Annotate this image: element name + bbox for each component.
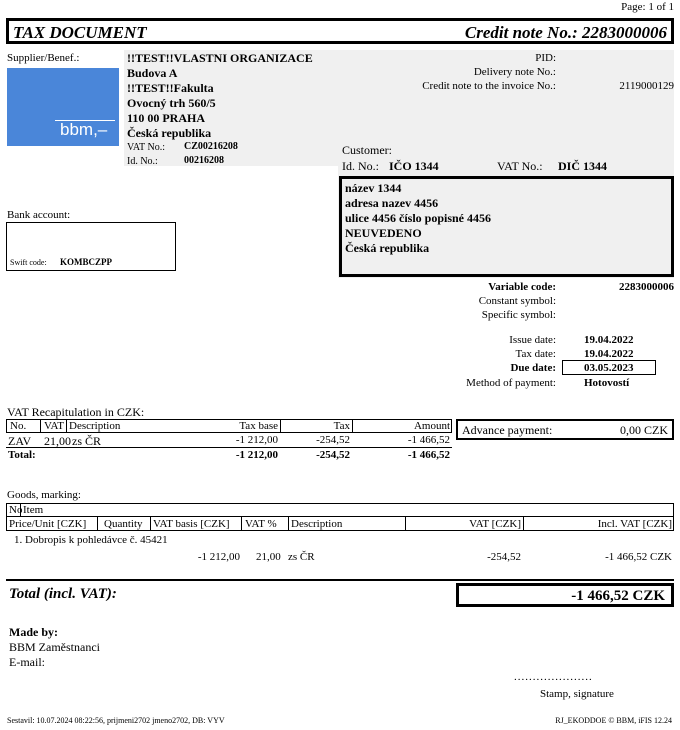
made-by-label: Made by: <box>9 625 58 639</box>
goods-item-vat-pct: 21,00 <box>256 551 281 563</box>
goods-item-vat: -254,52 <box>487 551 521 563</box>
vat-col-amount: Amount <box>413 420 450 432</box>
vat-row-rate: 21,00 <box>44 434 71 448</box>
vat-col-tax-base: Tax base <box>239 420 278 432</box>
vat-total-base: -1 212,00 <box>235 449 278 461</box>
goods-col-no: No <box>9 504 23 516</box>
vat-col-vat: VAT <box>44 420 64 432</box>
document-title: TAX DOCUMENT <box>13 23 147 42</box>
goods-col-description: Description <box>291 518 343 530</box>
vat-col-description: Description <box>69 420 121 432</box>
delivery-note-label: Delivery note No.: <box>473 66 556 78</box>
advance-payment-box: Advance payment: 0,00 CZK <box>456 419 674 440</box>
supplier-vat-label: VAT No.: <box>127 142 165 153</box>
goods-col-vat-pct: VAT % <box>245 518 277 530</box>
document-header <box>6 18 674 44</box>
goods-col-quantity: Quantity <box>104 518 143 530</box>
total-label: Total (incl. VAT): <box>9 586 117 602</box>
vat-row-base: -1 212,00 <box>235 434 278 446</box>
customer-id-label: Id. No.: <box>342 159 379 173</box>
vat-row-amount: -1 466,52 <box>407 434 450 446</box>
vat-total-label: Total: <box>8 449 36 461</box>
pid-label: PID: <box>535 52 556 64</box>
page-number: Page: 1 of 1 <box>621 1 674 13</box>
vat-row-code: ZAV <box>8 434 32 448</box>
payment-method-label: Method of payment: <box>466 377 556 389</box>
goods-col-vat-basis: VAT basis [CZK] <box>153 518 230 530</box>
goods-col-vat: VAT [CZK] <box>469 518 521 530</box>
vat-col-tax: Tax <box>333 420 350 432</box>
vat-row-desc: zs ČR <box>72 434 102 448</box>
vat-total-tax: -254,52 <box>316 449 350 461</box>
supplier-address: !!TEST!!VLASTNI ORGANIZACE Budova A !!TEST!!Fakulta Ovocný trh 560/5 110 00 PRAHA Česká republika <box>127 51 313 140</box>
made-by-email-label: E-mail: <box>9 655 45 669</box>
invoice-ref-value: 2119000129 <box>619 80 674 92</box>
goods-item-line: 1. Dobropis k pohledávce č. 45421 <box>14 534 168 546</box>
constant-symbol-label: Constant symbol: <box>478 295 556 307</box>
invoice-ref-label: Credit note to the invoice No.: <box>422 80 556 92</box>
goods-header-row1 <box>6 503 674 517</box>
customer-address-box: název 1344 adresa nazev 4456 ulice 4456 číslo popisné 4456 NEUVEDENO Česká republika <box>339 176 674 277</box>
due-date-label: Due date: <box>510 362 556 374</box>
tax-date-label: Tax date: <box>515 348 556 360</box>
supplier-id-label: Id. No.: <box>127 156 158 167</box>
variable-code-label: Variable code: <box>488 281 556 293</box>
footer-right: RJ_EKODDOE © BBM, iFIS 12.24 <box>555 716 672 725</box>
credit-note-number: Credit note No.: 2283000006 <box>464 23 667 42</box>
issue-date-label: Issue date: <box>509 334 556 346</box>
variable-code-value: 2283000006 <box>619 281 674 293</box>
goods-item-vat-basis: -1 212,00 <box>197 551 240 563</box>
supplier-id-value: 00216208 <box>184 155 224 166</box>
total-value: -1 466,52 CZK <box>571 588 665 604</box>
goods-item-description: zs ČR <box>288 551 315 563</box>
footer-left: Sestavil: 10.07.2024 08:22:56, prijmeni2702 jmeno2702, DB: VYV <box>7 716 225 725</box>
goods-title: Goods, marking: <box>7 489 81 501</box>
issue-date-value: 19.04.2022 <box>584 334 634 346</box>
payment-method-value: Hotovostí <box>584 377 630 389</box>
customer-label: Customer: <box>342 143 392 157</box>
total-value-box <box>456 583 674 607</box>
supplier-label: Supplier/Benef.: <box>7 52 80 64</box>
customer-vat-value: DIČ 1344 <box>558 159 608 173</box>
total-divider <box>6 579 674 581</box>
goods-col-price: Price/Unit [CZK] <box>9 518 87 530</box>
goods-col-incl-vat: Incl. VAT [CZK] <box>597 518 672 530</box>
company-logo: bbm,– <box>7 68 119 146</box>
tax-date-value: 19.04.2022 <box>584 348 634 360</box>
customer-vat-label: VAT No.: <box>497 159 543 173</box>
made-by-name: BBM Zaměstnanci <box>9 640 100 654</box>
signature-line: ..................... <box>514 671 593 683</box>
bank-account-label: Bank account: <box>7 209 71 221</box>
supplier-vat-value: CZ00216208 <box>184 141 238 152</box>
vat-row-tax: -254,52 <box>316 434 350 446</box>
specific-symbol-label: Specific symbol: <box>481 309 556 321</box>
vat-col-no: No. <box>10 420 27 432</box>
due-date-value: 03.05.2023 <box>584 362 634 374</box>
bank-account-box: Swift code: KOMBCZPP <box>6 222 176 271</box>
customer-id-value: IČO 1344 <box>389 159 439 173</box>
vat-recap-title: VAT Recapitulation in CZK: <box>7 405 145 419</box>
goods-item-incl-vat: -1 466,52 CZK <box>605 551 672 563</box>
goods-col-item: Item <box>23 504 44 516</box>
vat-total-amount: -1 466,52 <box>407 449 450 461</box>
stamp-signature-label: Stamp, signature <box>540 688 614 700</box>
